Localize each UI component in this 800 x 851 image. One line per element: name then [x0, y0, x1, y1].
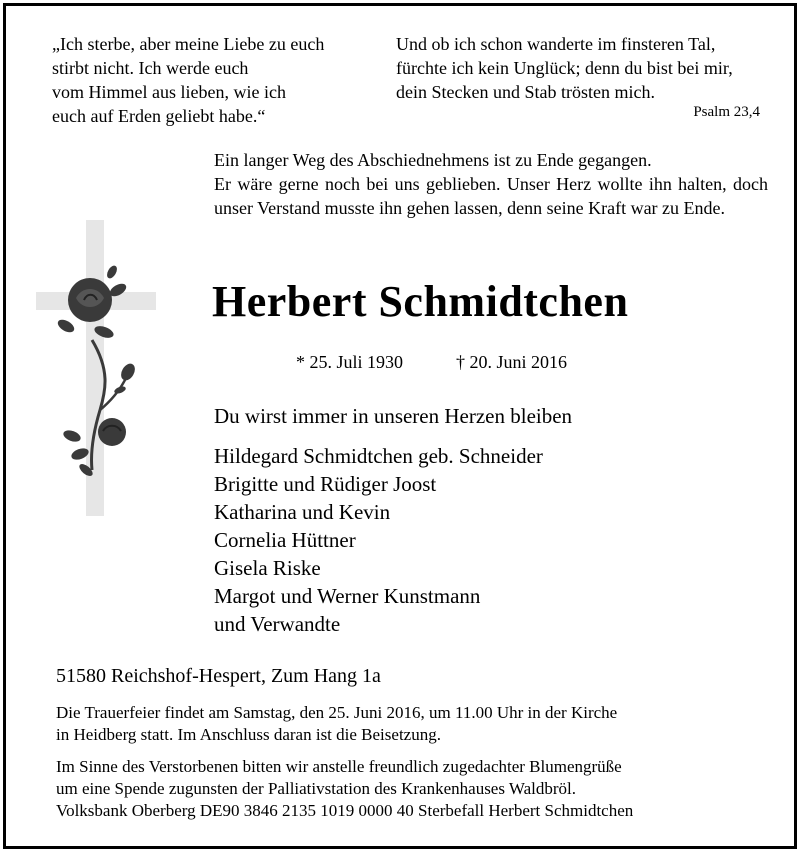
- donation-info: [56, 756, 776, 822]
- motto: Du wirst immer in unseren Herzen bleiben: [214, 404, 573, 428]
- intro-text: [214, 148, 768, 220]
- list-item: Margot und Werner Kunstmann: [214, 584, 481, 608]
- cross-icon: [32, 220, 160, 520]
- list-item: Katharina und Kevin: [214, 500, 391, 524]
- quote-left-line: „Ich sterbe, aber meine Liebe zu euch: [52, 34, 325, 54]
- death-date: † 20. Juni 2016: [456, 352, 568, 372]
- quote-left-line: stirbt nicht. Ich werde euch: [52, 58, 249, 78]
- quote-right-line: Und ob ich schon wanderte im finsteren Tal,: [396, 34, 716, 54]
- mourner-list: [214, 442, 543, 638]
- deceased-name: Herbert Schmidtchen: [212, 277, 629, 326]
- funeral-line: in Heidberg statt. Im Anschluss daran ist die Beisetzung.: [56, 725, 441, 744]
- list-item: und Verwandte: [214, 612, 341, 636]
- quote-left: [52, 32, 372, 128]
- quote-left-line: euch auf Erden geliebt habe.“: [52, 106, 266, 126]
- list-item: Cornelia Hüttner: [214, 528, 356, 552]
- address: 51580 Reichshof-Hespert, Zum Hang 1a: [56, 665, 381, 687]
- donation-line: Im Sinne des Verstorbenen bitten wir anstelle freundlich zugedachter Blumengrüße: [56, 757, 622, 776]
- quote-right-line: fürchte ich kein Unglück; denn du bist bei mir,: [396, 58, 733, 78]
- donation-line: Volksbank Oberberg DE90 3846 2135 1019 0000 40 Sterbefall Herbert Schmidtchen: [56, 801, 634, 820]
- psalm-reference: Psalm 23,4: [693, 104, 760, 120]
- funeral-info: [56, 702, 756, 746]
- list-item: Hildegard Schmidtchen geb. Schneider: [214, 444, 543, 468]
- list-item: Gisela Riske: [214, 556, 321, 580]
- birth-date: * 25. Juli 1930: [296, 352, 404, 372]
- donation-line: um eine Spende zugunsten der Palliativstation des Krankenhauses Waldbröl.: [56, 779, 577, 798]
- intro-line: Er wäre gerne noch bei uns geblieben. Unser Herz wollte ihn halten, doch unser Verstand musste ihn gehen lassen, denn seine Kraft war zu Ende.: [214, 174, 768, 218]
- quote-right-line: dein Stecken und Stab trösten mich.: [396, 82, 655, 102]
- intro-line: Ein langer Weg des Abschiednehmens ist zu Ende gegangen.: [214, 150, 652, 170]
- list-item: Brigitte und Rüdiger Joost: [214, 472, 437, 496]
- quote-right: [396, 32, 766, 104]
- funeral-line: Die Trauerfeier findet am Samstag, den 25. Juni 2016, um 11.00 Uhr in der Kirche: [56, 703, 618, 722]
- quote-left-line: vom Himmel aus lieben, wie ich: [52, 82, 286, 102]
